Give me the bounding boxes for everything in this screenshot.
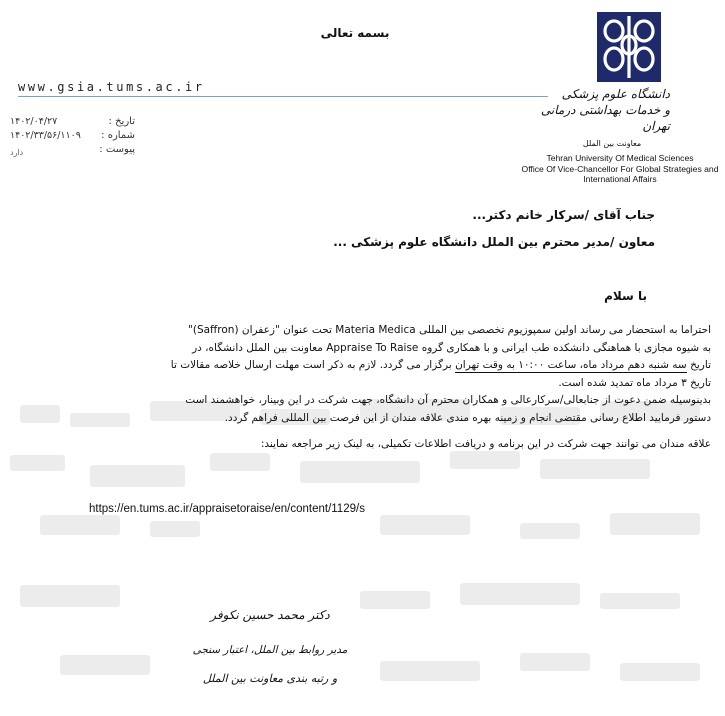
signature-name: دکتر محمد حسین نکوفر [210,608,330,622]
university-name-fa-line2: و خدمات بهداشتی درمانی تهران [540,103,670,133]
number-row [10,130,135,141]
paragraph-3: علاقه مندان می توانند جهت شرکت در این برنامه و دریافت اطلاعات تکمیلی، به لینک زیر مراجعه نمایند: [260,438,711,450]
number-value: ۱۴۰۲/۳۳/۵۶/۱۱۰۹ [10,130,81,141]
event-datetime: سه شنبه دهم مرداد ماه، ساعت ۱۰:۰۰ به وقت تهران [455,359,687,371]
university-name-en-line: Tehran University Of Medical Sciences [546,153,694,163]
attachment-label: پیوست : [99,144,135,155]
date-label: تاریخ : [108,116,135,127]
paragraph-2-line-2: دستور فرمایید اطلاع رسانی مقتضی انجام و زمینه بهره مندی علاقه مندان از این فرصت بین المللی فراهم گردد. [224,411,711,424]
greeting: با سلام [604,289,647,303]
university-name-fa-line1: دانشگاه علوم پزشکی [561,87,670,101]
attachment-value: دارد [10,148,24,157]
website-url[interactable]: www.gsia.tums.ac.ir [18,80,205,94]
attachment-row [10,144,135,157]
addressee-line-1: جناب آقای /سرکار خانم دکتر... [472,208,655,222]
office-name-en-line1: Office Of Vice-Chancellor For Global Strategies and [521,163,719,174]
number-label: شماره : [101,130,135,141]
university-name-en [520,153,720,185]
paragraph-1 [125,322,711,392]
paragraph-2-line-1: بدینوسیله ضمن دعوت از جنابعالی/سرکارعالی و همکاران محترم آن دانشگاه، جهت شرکت در این وبینار، خواهشمند است [185,394,711,406]
signature-title-line-2: و رتبه بندی معاونت بین الملل [202,672,338,685]
date-row [10,116,135,127]
paragraph-2 [125,392,711,427]
paragraph-1-line-2: به شیوه مجازی با هماهنگی دانشکده طب ایرانی و با همکاری گروه Appraise To Raise معاونت بین الملل دانشگاه، در [192,341,711,354]
office-name-en-line2: International Affairs [583,174,657,185]
signature-title-line-1: مدیر روابط بین الملل، اعتبار سنجی [192,644,348,656]
university-name-fa [540,86,670,134]
date-value: ۱۴۰۲/۰۴/۲۷ [10,116,58,127]
addressee-line-2: معاون /مدیر محترم بین الملل دانشگاه علوم پزشکی ... [333,235,655,249]
paragraph-1-line-4: تاریخ ۳ مرداد ماه تمدید شده است. [558,376,711,389]
header-divider [18,96,548,97]
bismillah-heading: بسمه تعالی [320,26,390,40]
paragraph-1-line-3: تاریخ سه شنبه دهم مرداد ماه، ساعت ۱۰:۰۰ به وقت تهران برگزار می گردد. لازم به ذکر است مهلت ارسال خلاصه مقالات تا [170,359,711,371]
tums-emblem-icon [597,12,661,82]
event-link[interactable]: https://en.tums.ac.ir/appraisetoraise/en/content/1129/s [89,503,365,515]
paragraph-1-line-1: احتراما به استحضار می رساند اولین سمپوزیوم تخصصی بین المللی Materia Medica تحت عنوان "زعفران (Saffron)" [188,324,711,336]
office-name-fa: معاونت بین الملل [582,139,642,148]
